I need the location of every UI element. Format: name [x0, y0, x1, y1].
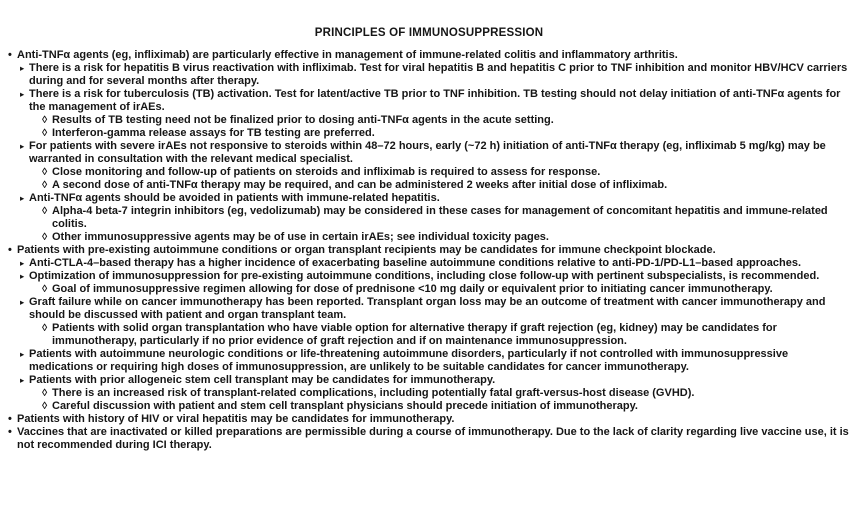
- dot-bullet-icon: •: [8, 413, 12, 425]
- triangle-right-bullet-icon: ▸: [20, 89, 25, 99]
- diamond-bullet-icon: ◊: [42, 166, 48, 178]
- list-item-text: Anti-TNFα agents should be avoided in patients with immune-related hepatitis.: [29, 192, 440, 204]
- list-item: [20, 270, 850, 283]
- list-item: [42, 283, 850, 296]
- list-item-text: Vaccines that are inactivated or killed preparations are permissible during a course of immunotherapy. Due to the lack of clarity regarding live vaccine use, it is not recommended during ICI therapy.: [17, 426, 849, 451]
- list-item-text: Patients with autoimmune neurologic conditions or life-threatening autoimmune disorders, particularly if not controlled with immunosuppressive medications or requiring high doses of immunosuppression, are unlikely to be suitable candidates for cancer immunotherapy.: [29, 348, 789, 373]
- dot-bullet-icon: •: [8, 244, 12, 256]
- list-item: [8, 413, 850, 426]
- triangle-right-bullet-icon: ▸: [20, 141, 25, 151]
- dot-bullet-icon: •: [8, 49, 12, 61]
- diamond-bullet-icon: ◊: [42, 127, 48, 139]
- page-title: PRINCIPLES OF IMMUNOSUPPRESSION: [314, 27, 544, 39]
- list-item: [42, 179, 850, 192]
- list-item-text: Interferon-gamma release assays for TB testing are preferred.: [52, 127, 375, 139]
- list-item: [20, 192, 850, 205]
- list-item: [8, 426, 850, 452]
- dot-bullet-icon: •: [8, 426, 12, 438]
- list-item-text: Patients with solid organ transplantation who have viable option for alternative therapy if graft rejection (eg, kidney) may be candidates for immunotherapy, particularly if no prior evidence of graft rejection and if on maintenance immunosuppression.: [52, 322, 777, 347]
- list-item-text: Patients with prior allogeneic stem cell transplant may be candidates for immunotherapy.: [29, 374, 496, 386]
- list-item: [42, 231, 850, 244]
- list-item: [8, 49, 850, 62]
- list-item: [20, 140, 850, 166]
- list-item: [8, 244, 850, 257]
- diamond-bullet-icon: ◊: [42, 322, 48, 334]
- list-item: [20, 62, 850, 88]
- list-item: [42, 400, 850, 413]
- list-item: [42, 166, 850, 179]
- list-item-text: Anti-CTLA-4–based therapy has a higher incidence of exacerbating baseline autoimmune conditions relative to anti-PD-1/PD-L1–based approaches.: [29, 257, 802, 269]
- bullet-list: [8, 49, 850, 452]
- diamond-bullet-icon: ◊: [42, 400, 48, 412]
- list-item-text: Graft failure while on cancer immunotherapy has been reported. Transplant organ loss may be an outcome of treatment with cancer immunotherapy and should be discussed with patient and organ transplant team.: [29, 296, 826, 321]
- list-item: [20, 348, 850, 374]
- list-item-text: For patients with severe irAEs not responsive to steroids within 48–72 hours, early (~72 h) initiation of anti-TNFα therapy (eg, infliximab 5 mg/kg) may be warranted in consultation with the relevant medical specialist.: [29, 140, 826, 165]
- list-item: [42, 114, 850, 127]
- list-item-text: Optimization of immunosuppression for pre-existing autoimmune conditions, including close follow-up with pertinent subspecialists, is recommended.: [29, 270, 820, 282]
- list-item: [20, 374, 850, 387]
- triangle-right-bullet-icon: ▸: [20, 349, 25, 359]
- diamond-bullet-icon: ◊: [42, 387, 48, 399]
- list-item: [20, 257, 850, 270]
- diamond-bullet-icon: ◊: [42, 231, 48, 243]
- list-item-text: There is a risk for tuberculosis (TB) activation. Test for latent/active TB prior to TNF inhibition. TB testing should not delay initiation of anti-TNFα agents for the management of irAEs.: [29, 88, 841, 113]
- list-item: [20, 88, 850, 114]
- list-item-text: Results of TB testing need not be finalized prior to dosing anti-TNFα agents in the acute setting.: [52, 114, 554, 126]
- list-item: [20, 296, 850, 322]
- diamond-bullet-icon: ◊: [42, 205, 48, 217]
- list-item-text: There is a risk for hepatitis B virus reactivation with infliximab. Test for viral hepatitis B and hepatitis C prior to TNF inhibition and monitor HBV/HCV carriers during and for several months after therapy.: [29, 62, 848, 87]
- list-item-text: A second dose of anti-TNFα therapy may be required, and can be administered 2 weeks after initial dose of infliximab.: [52, 179, 668, 191]
- list-item: [42, 127, 850, 140]
- list-item-text: Anti-TNFα agents (eg, infliximab) are particularly effective in management of immune-related colitis and inflammatory arthritis.: [17, 49, 678, 61]
- triangle-right-bullet-icon: ▸: [20, 193, 25, 203]
- triangle-right-bullet-icon: ▸: [20, 375, 25, 385]
- list-item-text: Careful discussion with patient and stem cell transplant physicians should precede initiation of immunotherapy.: [52, 400, 638, 412]
- list-item-text: Other immunosuppressive agents may be of use in certain irAEs; see individual toxicity pages.: [52, 231, 549, 243]
- list-item: [42, 205, 850, 231]
- list-item-text: There is an increased risk of transplant-related complications, including potentially fatal graft-versus-host disease (GVHD).: [52, 387, 695, 399]
- diamond-bullet-icon: ◊: [42, 283, 48, 295]
- triangle-right-bullet-icon: ▸: [20, 63, 25, 73]
- list-item-text: Alpha-4 beta-7 integrin inhibitors (eg, vedolizumab) may be considered in these cases for management of concomitant hepatitis and immune-related colitis.: [52, 205, 828, 230]
- triangle-right-bullet-icon: ▸: [20, 258, 25, 268]
- list-item: [42, 322, 850, 348]
- list-item-text: Close monitoring and follow-up of patients on steroids and infliximab is required to assess for response.: [52, 166, 601, 178]
- diamond-bullet-icon: ◊: [42, 114, 48, 126]
- triangle-right-bullet-icon: ▸: [20, 271, 25, 281]
- triangle-right-bullet-icon: ▸: [20, 297, 25, 307]
- list-item-text: Patients with history of HIV or viral hepatitis may be candidates for immunotherapy.: [17, 413, 455, 425]
- list-item-text: Patients with pre-existing autoimmune conditions or organ transplant recipients may be candidates for immune checkpoint blockade.: [17, 244, 716, 256]
- list-item-text: Goal of immunosuppressive regimen allowing for dose of prednisone <10 mg daily or equivalent prior to initiating cancer immunotherapy.: [52, 283, 773, 295]
- diamond-bullet-icon: ◊: [42, 179, 48, 191]
- list-item: [42, 387, 850, 400]
